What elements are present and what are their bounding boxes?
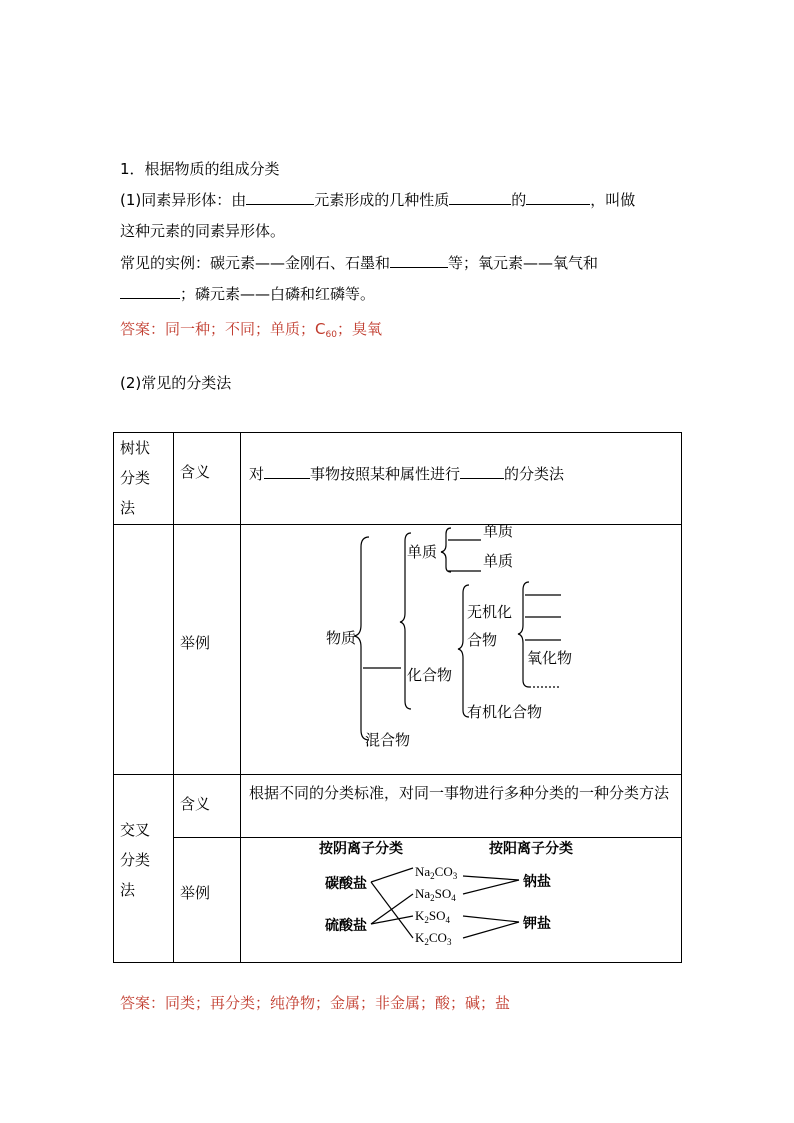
tree-empty-cell: [114, 525, 174, 775]
compound-label: 化合物: [407, 666, 453, 684]
tree-method-label-cell: [114, 433, 174, 525]
carbonate-label: 碳酸盐: [325, 876, 367, 892]
tree-diagram: [241, 525, 681, 770]
blank-3: [526, 190, 590, 205]
tree-meaning-label-cell: [174, 433, 241, 525]
blank-5: [120, 284, 180, 299]
paragraph-examples: [120, 252, 598, 274]
sodium-salt-label: 钠盐: [523, 874, 551, 890]
element-brace: [441, 528, 451, 572]
blank-6: [264, 464, 310, 479]
answer1-subscript: 60: [325, 330, 337, 340]
blank-7: [460, 464, 504, 479]
carbonate-na2co3-line: [371, 868, 413, 882]
para1-part-a: (1)同素异形体：由: [120, 191, 247, 209]
na2co3-sodium-line: [463, 876, 519, 880]
inorganic-label-2: 合物: [467, 631, 498, 649]
tree-meaning-b: 事物按照某种属性进行: [310, 465, 461, 483]
sulfate-label: 硫酸盐: [325, 918, 367, 934]
k2so4-formula: $K_2SO_4$: [415, 908, 451, 925]
cross-meaning-cell: [241, 775, 682, 838]
classification-table: [113, 432, 682, 963]
blank-1: [246, 190, 314, 205]
answer-1: [120, 318, 382, 346]
tree-meaning-cell: [241, 433, 682, 525]
cross-example-label: 举例: [180, 884, 211, 902]
cross-diagram-cell: [241, 838, 682, 963]
cross-method-label-cell: [114, 775, 174, 963]
mixture-label: 混合物: [365, 731, 411, 749]
para2-part-a: 常见的实例：碳元素——金刚石、石墨和: [120, 254, 391, 272]
paragraph-examples-line2: [120, 283, 375, 305]
tree-example-label: 举例: [180, 634, 211, 652]
subheading: (2)常见的分类法: [120, 374, 232, 392]
na2co3-formula: $Na_2CO_3$: [415, 864, 458, 881]
paragraph-allotrope: [120, 189, 635, 211]
na2so4-sodium-line: [463, 880, 519, 894]
para1-part-b: 元素形成的几种性质: [314, 191, 450, 209]
element-sub-2: 单质: [483, 552, 514, 570]
answer-2: 答案：同类；再分类；纯净物；金属；非金属；酸；碱；盐: [120, 994, 511, 1012]
na2so4-formula: $Na_2SO_4$: [415, 886, 456, 903]
element-label: 单质: [407, 543, 438, 561]
carbonate-k2co3-line: [371, 882, 413, 938]
blank-2: [449, 190, 511, 205]
matter-brace: [354, 537, 369, 740]
cross-diagram: [241, 838, 681, 958]
answer1-suffix: ；臭氧: [336, 320, 382, 338]
k2so4-potassium-line: [463, 916, 519, 922]
tree-method-label: 树状分类法: [120, 439, 151, 517]
inorganic-brace: [518, 582, 529, 687]
cross-meaning-label-cell: [174, 775, 241, 838]
cross-meaning-text: 根据不同的分类标准，对同一事物进行多种分类的一种分类方法: [249, 784, 670, 802]
para1-part-d: ，叫做: [590, 191, 636, 209]
cation-header: 按阳离子分类: [489, 841, 573, 857]
para2-part-b: 等；氧元素——氧气和: [448, 254, 599, 272]
tree-meaning-label: 含义: [180, 463, 211, 481]
blank-4: [390, 253, 448, 268]
para1-part-c: 的: [511, 191, 527, 209]
oxide-label: 氧化物: [527, 649, 573, 667]
inorganic-label-1: 无机化: [467, 603, 513, 621]
answer1-prefix: 答案：同一种；不同；单质；C: [120, 320, 326, 338]
tree-example-label-cell: [174, 525, 241, 775]
cross-meaning-label: 含义: [180, 795, 211, 813]
anion-header: 按阴离子分类: [319, 841, 403, 857]
tree-meaning-c: 的分类法: [504, 465, 565, 483]
cross-method-label: 交叉分类法: [120, 821, 151, 899]
tree-meaning-a: 对: [249, 465, 265, 483]
k2co3-formula: $K_2CO_3$: [415, 930, 452, 947]
matter-label: 物质: [326, 629, 357, 647]
tree-meaning-text: [241, 433, 681, 484]
paragraph-allotrope-line2: 这种元素的同素异形体。: [120, 222, 286, 240]
tree-diagram-cell: [241, 525, 682, 775]
organic-label: 有机化合物: [467, 703, 543, 721]
element-sub-1: 单质: [483, 525, 514, 540]
cross-example-label-cell: [174, 838, 241, 963]
section-title: 1．根据物质的组成分类: [120, 160, 280, 178]
para2-part-c: ；磷元素——白磷和红磷等。: [180, 285, 376, 303]
k2co3-potassium-line: [463, 922, 519, 938]
potassium-salt-label: 钾盐: [523, 916, 551, 932]
